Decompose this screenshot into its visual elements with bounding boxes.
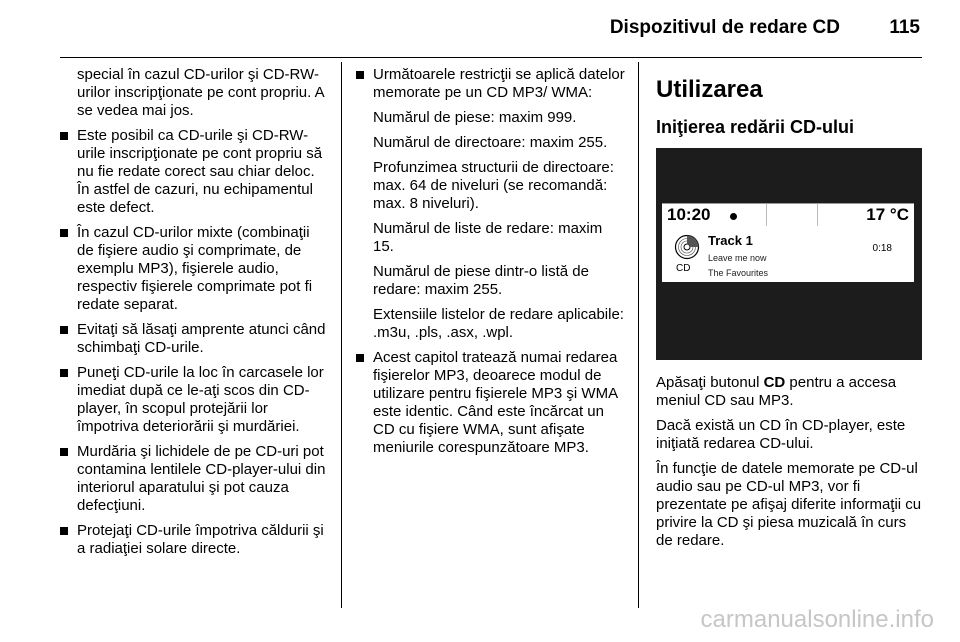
- restriction-item: Numărul de piese: maxim 999.: [373, 109, 577, 126]
- column-2: [356, 66, 626, 464]
- restriction-item: Numărul de directoare: maxim 255.: [373, 134, 608, 151]
- restriction-item: Profunzimea structurii de directoare: max. 64 de niveluri (se recomandă: max. 8 niveluri).: [373, 159, 614, 212]
- temperature: 17 °C: [866, 205, 909, 224]
- bullet-item: Murdăria şi lichidele de pe CD-uri pot contamina lentilele CD-player-ului din interiorul aparatului şi pot cauza defecţiuni.: [60, 443, 330, 515]
- section-heading: Utilizarea: [656, 76, 763, 103]
- song-title: Leave me now: [708, 253, 767, 263]
- cd-button-label: CD: [763, 374, 786, 391]
- cd-disc-icon: [674, 234, 700, 260]
- continued-paragraph: special în cazul CD-urilor şi CD-RW-urilor inscripţionate pe cont propriu. A se vedea mai jos.: [77, 66, 324, 119]
- source-label: CD: [676, 263, 691, 274]
- subsection-heading: Iniţierea redării CD-ului: [656, 117, 855, 137]
- status-divider: [766, 204, 767, 226]
- info-paragraph: Dacă există un CD în CD-player, este iniţiată redarea CD-ului.: [656, 417, 906, 452]
- restriction-item: Numărul de piese dintr-o listă de redare: maxim 255.: [373, 263, 589, 298]
- page-number: 115: [889, 17, 920, 38]
- elapsed-time: 0:18: [872, 243, 892, 254]
- instruction-paragraph: [656, 374, 926, 410]
- header-divider: [60, 57, 922, 58]
- section-title: Dispozitivul de redare CD: [609, 17, 840, 38]
- cd-display-figure: [656, 148, 922, 360]
- column-1: [60, 66, 330, 565]
- watermark: carmanualsonline.info: [700, 606, 934, 633]
- artist-name: The Favourites: [708, 268, 769, 278]
- bullet-item: Este posibil ca CD-urile şi CD-RW-urile inscripţionate pe cont propriu să nu fie redate corect sau chiar deloc. În astfel de cazuri, nu echipamentul este defect.: [60, 127, 330, 217]
- clock-time: 10:20: [667, 205, 711, 224]
- bullet-item: Următoarele restricţii se aplică datelor memorate pe un CD MP3/ WMA:: [356, 66, 626, 102]
- restriction-item: Numărul de liste de redare: maxim 15.: [373, 220, 603, 255]
- status-dot-icon: [730, 213, 737, 220]
- column-divider-1: [341, 62, 342, 608]
- bullet-item: Puneţi CD-urile la loc în carcasele lor imediat după ce le-aţi scos din CD-player, în scopul protejării lor împotriva deteriorării şi murdăriei.: [60, 364, 330, 436]
- text-span: Apăsaţi butonul: [656, 374, 764, 391]
- bullet-item: Protejaţi CD-urile împotriva căldurii şi a radiaţiei solare directe.: [60, 522, 330, 558]
- track-title: Track 1: [708, 233, 753, 248]
- column-divider-2: [638, 62, 639, 608]
- bullet-item: În cazul CD-urilor mixte (combinaţii de fişiere audio şi comprimate, de exemplu MP3), fişierele audio, respectiv fişierele comprimate pot fi redate separat.: [60, 224, 330, 314]
- restriction-item: Extensiile listelor de redare aplicabile: .m3u, .pls, .asx, .wpl.: [373, 306, 624, 341]
- page-header: [0, 0, 960, 60]
- column-3: [656, 66, 926, 557]
- display-screen: [662, 203, 914, 282]
- bullet-item: Evitaţi să lăsaţi amprente atunci când schimbaţi CD-urile.: [60, 321, 330, 357]
- status-divider: [817, 204, 818, 226]
- text-span: pentru a accesa meniul CD sau MP3.: [656, 374, 897, 409]
- info-paragraph: În funcţie de datele memorate pe CD-ul audio sau pe CD-ul MP3, vor fi prezentate pe afişaj diferite informaţii cu privire la CD şi piesa muzicală în curs de redare.: [656, 460, 922, 549]
- bullet-item: Acest capitol tratează numai redarea fişierelor MP3, deoarece modul de utilizare pentru fişierele MP3 şi WMA este identic. Când este încărcat un CD cu fişiere WMA, sunt afişate meniurile corespunzătoare MP3.: [356, 349, 626, 457]
